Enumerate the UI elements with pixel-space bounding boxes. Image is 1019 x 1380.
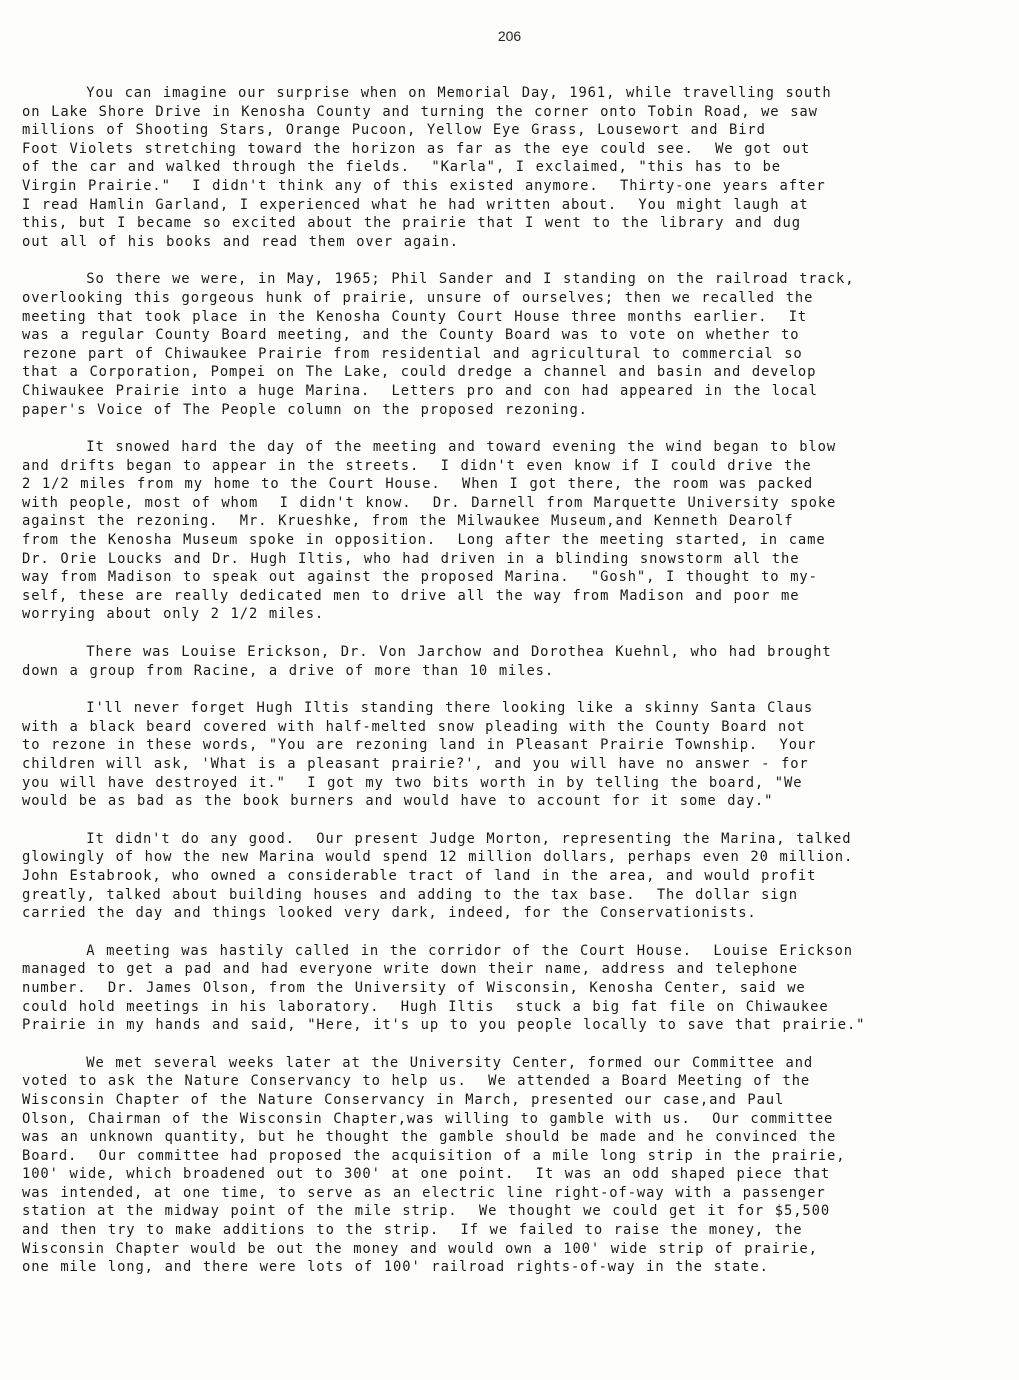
paragraph xyxy=(22,270,997,419)
text-line: was an unknown quantity, but he thought the gamble should be made and he convinced the xyxy=(22,1129,837,1146)
text-line: overlooking this gorgeous hunk of prairie, unsure of ourselves; then we recalled the xyxy=(22,289,814,306)
text-line: was a regular County Board meeting, and the County Board was to vote on whether to xyxy=(22,327,800,344)
text-line: on Lake Shore Drive in Kenosha County and turning the corner onto Tobin Road, we saw xyxy=(22,103,818,120)
text-line: I'll never forget Hugh Iltis standing there looking like a skinny Santa Claus xyxy=(22,700,814,717)
text-line: 2 1/2 miles from my home to the Court House. When I got there, the room was packed xyxy=(22,476,814,493)
text-line: millions of Shooting Stars, Orange Pucoon, Yellow Eye Grass, Lousewort and Bird xyxy=(22,122,766,139)
document-body xyxy=(22,84,997,1296)
paragraph xyxy=(22,643,997,680)
text-line: station at the midway point of the mile strip. We thought we could get it for $5,500 xyxy=(22,1203,831,1220)
text-line: glowingly of how the new Marina would spend 12 million dollars, perhaps even 20 million. xyxy=(22,849,854,866)
text-line: It snowed hard the day of the meeting and toward evening the wind began to blow xyxy=(22,439,837,456)
text-line: A meeting was hastily called in the corridor of the Court House. Louise Erickson xyxy=(22,942,853,959)
text-line: to rezone in these words, "You are rezoning land in Pleasant Prairie Township. Your xyxy=(22,737,817,754)
text-line: Dr. Orie Loucks and Dr. Hugh Iltis, who had driven in a blinding snowstorm all the xyxy=(22,550,800,567)
text-line: Virgin Prairie." I didn't think any of this existed anymore. Thirty-one years after xyxy=(22,177,826,194)
text-line: John Estabrook, who owned a considerable tract of land in the area, and would profit xyxy=(22,867,817,884)
paragraph xyxy=(22,699,997,811)
text-line: 100' wide, which broadened out to 300' at one point. It was an odd shaped piece that xyxy=(22,1166,831,1183)
text-line: Olson, Chairman of the Wisconsin Chapter,was willing to gamble with us. Our committee xyxy=(22,1110,834,1127)
text-line: against the rezoning. Mr. Krueshke, from the Milwaukee Museum,and Kenneth Dearolf xyxy=(22,513,794,530)
text-line: carried the day and things looked very dark, indeed, for the Conservationists. xyxy=(22,905,757,922)
text-line: Prairie in my hands and said, "Here, it's up to you people locally to save that prairie." xyxy=(22,1017,866,1034)
text-line: would be as bad as the book burners and would have to account for it some day." xyxy=(22,793,774,810)
text-line: Wisconsin Chapter would be out the money and would own a 100' wide strip of prairie, xyxy=(22,1240,818,1257)
text-line: We met several weeks later at the University Center, formed our Committee and xyxy=(22,1054,814,1071)
text-line: You can imagine our surprise when on Memorial Day, 1961, while travelling south xyxy=(22,85,832,101)
text-line: could hold meetings in his laboratory. Hugh Iltis stuck a big fat file on Chiwaukee xyxy=(22,998,829,1015)
text-line: voted to ask the Nature Conservancy to help us. We attended a Board Meeting of the xyxy=(22,1073,811,1090)
text-line: one mile long, and there were lots of 100' railroad rights-of-way in the state. xyxy=(22,1259,769,1276)
text-line: of the car and walked through the fields. "Karla", I exclaimed, "this has to be xyxy=(22,159,782,176)
text-line: out all of his books and read them over again. xyxy=(22,233,459,250)
paragraph xyxy=(22,438,997,624)
text-line: was intended, at one time, to serve as an electric line right-of-way with a passenger xyxy=(22,1184,826,1201)
text-line: rezone part of Chiwaukee Prairie from residential and agricultural to commercial so xyxy=(22,345,803,362)
text-line: you will have destroyed it." I got my two bits worth in by telling the board, "We xyxy=(22,774,803,791)
paragraph xyxy=(22,830,997,923)
text-line: children will ask, 'What is a pleasant prairie?', and you will have no answer - for xyxy=(22,756,809,772)
text-line: Wisconsin Chapter of the Nature Conservancy in March, presented our case,and Paul xyxy=(22,1091,785,1108)
text-line: and then try to make additions to the strip. If we failed to raise the money, the xyxy=(22,1222,803,1239)
text-line: down a group from Racine, a drive of more than 10 miles. xyxy=(22,662,555,679)
text-line: with people, most of whom I didn't know. Dr. Darnell from Marquette University spoke xyxy=(22,494,837,511)
text-line: number. Dr. James Olson, from the University of Wisconsin, Kenosha Center, said we xyxy=(22,979,806,996)
text-line: managed to get a pad and had everyone write down their name, address and telephone xyxy=(22,961,798,978)
text-line: and drifts began to appear in the streets. I didn't even know if I could drive the xyxy=(22,457,812,474)
text-line: meeting that took place in the Kenosha County Court House three months earlier. It xyxy=(22,308,808,325)
text-line: There was Louise Erickson, Dr. Von Jarchow and Dorothea Kuehnl, who had brought xyxy=(22,644,832,661)
paragraph xyxy=(22,942,997,1035)
text-line: with a black beard covered with half-melted snow pleading with the County Board not xyxy=(22,718,806,735)
text-line: this, but I became so excited about the prairie that I went to the library and dug xyxy=(22,215,801,232)
text-line: from the Kenosha Museum spoke in opposition. Long after the meeting started, in came xyxy=(22,532,826,549)
text-line: that a Corporation, Pompei on The Lake, could dredge a channel and basin and develop xyxy=(22,364,817,381)
text-line: It didn't do any good. Our present Judge Morton, representing the Marina, talked xyxy=(22,830,852,847)
paragraph xyxy=(22,84,997,251)
text-line: paper's Voice of The People column on the proposed rezoning. xyxy=(22,401,588,418)
text-line: Foot Violets stretching toward the horizon as far as the eye could see. We got out xyxy=(22,140,811,157)
text-line: self, these are really dedicated men to drive all the way from Madison and poor me xyxy=(22,587,800,604)
text-line: worrying about only 2 1/2 miles. xyxy=(22,606,325,623)
text-line: Board. Our committee had proposed the acquisition of a mile long strip in the prairie, xyxy=(22,1147,846,1164)
text-line: greatly, talked about building houses and adding to the tax base. The dollar sign xyxy=(22,886,798,903)
text-line: I read Hamlin Garland, I experienced what he had written about. You might laugh at xyxy=(22,196,809,213)
page-number: 206 xyxy=(497,28,522,44)
paragraph xyxy=(22,1054,997,1277)
text-line: Chiwaukee Prairie into a huge Marina. Letters pro and con had appeared in the local xyxy=(22,382,818,399)
text-line: So there we were, in May, 1965; Phil Sander and I standing on the railroad track, xyxy=(22,271,855,288)
text-line: way from Madison to speak out against the proposed Marina. "Gosh", I thought to my- xyxy=(22,569,818,586)
